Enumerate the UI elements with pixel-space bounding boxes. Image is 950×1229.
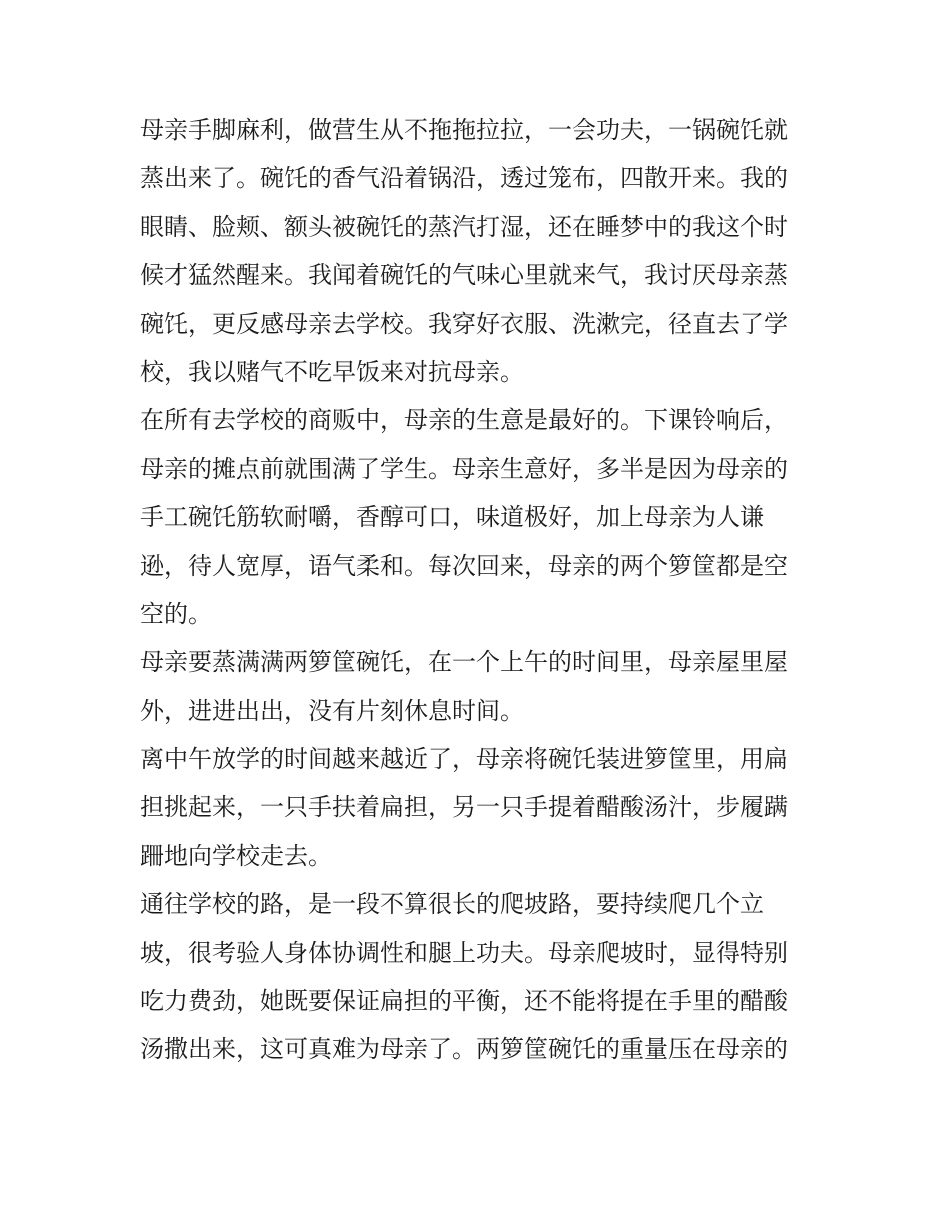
paragraph — [140, 106, 820, 396]
text-line: 跚地向学校走去。 — [140, 841, 332, 870]
paragraph — [140, 735, 820, 880]
text-line: 校，我以赌气不吃早饭来对抗母亲。 — [140, 357, 524, 386]
text-line: 眼睛、脸颊、额头被碗饦的蒸汽打湿，还在睡梦中的我这个时 — [140, 212, 788, 241]
text-line: 外，进进出出，没有片刻休息时间。 — [140, 696, 524, 725]
text-line: 通往学校的路，是一段不算很长的爬坡路，要持续爬几个立 — [140, 890, 764, 919]
body-text — [140, 106, 820, 1074]
text-line: 坡，很考验人身体协调性和腿上功夫。母亲爬坡时，显得特别 — [140, 938, 788, 967]
text-line: 担挑起来，一只手扶着扁担，另一只手提着醋酸汤汁，步履蹒 — [140, 793, 788, 822]
paragraph — [140, 638, 820, 735]
text-line: 在所有去学校的商贩中，母亲的生意是最好的。下课铃响后， — [140, 406, 788, 435]
text-line: 候才猛然醒来。我闻着碗饦的气味心里就来气，我讨厌母亲蒸 — [140, 261, 788, 290]
text-line: 母亲的摊点前就围满了学生。母亲生意好，多半是因为母亲的 — [140, 454, 788, 483]
text-line: 蒸出来了。碗饦的香气沿着锅沿，透过笼布，四散开来。我的 — [140, 164, 788, 193]
text-line: 空的。 — [140, 599, 212, 628]
text-line: 汤撒出来，这可真难为母亲了。两箩筐碗饦的重量压在母亲的 — [140, 1035, 788, 1064]
text-line: 逊，待人宽厚，语气柔和。每次回来，母亲的两个箩筐都是空 — [140, 551, 788, 580]
paragraph — [140, 396, 820, 638]
text-line: 母亲手脚麻利，做营生从不拖拖拉拉，一会功夫，一锅碗饦就 — [140, 116, 788, 144]
text-line: 手工碗饦筋软耐嚼，香醇可口，味道极好，加上母亲为人谦 — [140, 503, 764, 532]
text-line: 离中午放学的时间越来越近了，母亲将碗饦装进箩筐里，用扁 — [140, 745, 788, 774]
text-line: 吃力费劲，她既要保证扁担的平衡，还不能将提在手里的醋酸 — [140, 987, 788, 1016]
text-line: 母亲要蒸满满两箩筐碗饦，在一个上午的时间里，母亲屋里屋 — [140, 648, 788, 677]
paragraph — [140, 880, 820, 1074]
text-line: 碗饦，更反感母亲去学校。我穿好衣服、洗漱完，径直去了学 — [140, 309, 788, 338]
